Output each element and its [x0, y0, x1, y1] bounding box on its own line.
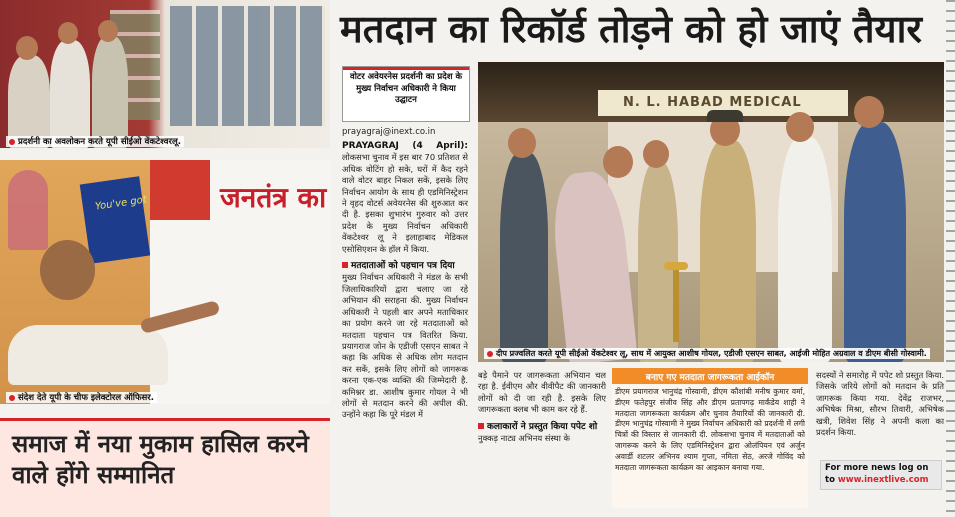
icon-box-text: डीएम प्रयागराज भानुचंद्र गोस्वामी, डीएम कौशांबी मनीष कुमार वर्मा, डीएम फतेहपुर संजीव सिंह और डीएम प्रतापगढ़ मार्कंडेय शाही ने मतदाता जागरूकता कार्यक्रम और चुनाव तैयारियों की जानकारी दी. डीएम भानुचंद्र गोस्वामी ने मुख्य निर्वाचन अधिकारी को प्रदर्शनी में लगी चित्रों की विस्तार से जानकारी दी. लोकसभा चुनाव में मतदाताओं को जागरूक करने के लिए एडमिनिस्ट्रेशन द्वारा ओलंपियन एवं अर्जुन अवार्डी शटलर अभिनव श्याम गुप्ता, नमिता सेठ, अरजे गोविंद को मतदाता जागरूकता कार्यक्रम का आइकान बनाया गया. — [615, 387, 805, 472]
col4-text: सदस्यों ने समारोह में पपेट शो प्रस्तुत किया. जिसके जरिये लोगों को मतदान के प्रति जागरूक किया गया. देवेंद्र राजभर, अभिषेक मिश्रा, सौरभ तिवारी, अभिषेक खत्री, शिवेश सिंह ने अपनी कला का प्रदर्शन किया. — [816, 370, 944, 438]
subhead-text: मतदाताओं को पहचान पत्र दिया — [351, 261, 455, 272]
subhead-id-cards — [342, 261, 468, 272]
lead-text: लोकसभा चुनाव में इस बार 70 प्रतिशत से अधिक वोटिंग हो सके, घरों में कैद रहने वाले वोटर बाहर निकल सकें, इसके लिए निर्वाचन आयोग के साथ ही एडमिनिस्ट्रेशन ने वृहद वोटर्स अवेयरनेस की शुरुआत कर दी है. इसका शुभारंभ गुरुवार को उत्तर प्रदेश के मुख्य निर्वाचन अधिकारी वेंकटेश्वर लू ने इलाहाबाद मेडिकल एसोसिएशन के हॉल में किया. — [342, 152, 468, 254]
more-news-prefix: to — [825, 475, 835, 485]
column-1 — [342, 140, 468, 510]
bullet-icon — [9, 395, 15, 401]
column-4 — [816, 370, 944, 456]
bullet-icon — [487, 351, 493, 357]
col1-text: मुख्य निर्वाचन अधिकारी ने मंडल के सभी जिलाधिकारियों द्वारा चलाए जा रहे अभियान की सराहना की. मुख्य निर्वाचन अधिकारी ने पहली बार अपने मताधिकार का प्रयोग करने जा रहे मतदाताओं को मतदाता पहचान पत्र वितरित किया. प्रयागराज जोन के एडीजी एसएन साबत ने कहा कि अधिक से अधिक लोग मतदान कर सकें, इसके लिए लोगों को जागरूक करना एक-एक व्यक्ति की जिम्मेदारी है. कमिश्नर डा. आशीष कुमार गोयल ने भी लोगों से मतदान करने की अपील की. उन्होंने कहा कि पूरे मंडल में — [342, 272, 468, 420]
column-2 — [478, 370, 606, 510]
banner-text-jantantra: जनतंत्र का — [220, 181, 327, 214]
more-news-box — [820, 460, 942, 490]
caption-text: संदेश देते यूपी के चीफ इलेक्टोरल ऑफिसर. — [18, 393, 154, 403]
caption-text: दीप प्रज्वलित करते यूपी सीईओ वेंकटेश्वर लू, साथ में आयुक्त आशीष गोयल, एडीजी एसएन साबत, आईजी मोहित अग्रवाल व डीएम बीसी गोस्वामी. — [496, 349, 927, 358]
more-news-link[interactable]: www.inextlive.com — [837, 475, 929, 485]
byline: prayagraj@inext.co.in — [342, 127, 436, 137]
caption-text: प्रदर्शनी का अवलोकन करते यूपी सीईओ वेंकटेश्वरलू. — [18, 137, 181, 147]
subhead-puppet-show — [478, 422, 606, 433]
subhead-text: कलाकारों ने प्रस्तुत किया पपेट शो — [487, 421, 598, 432]
deck-text: वोटर अवेयरनेस प्रदर्शनी का प्रदेश के मुख्य निर्वाचन अधिकारी ने किया उद्घाटन — [349, 72, 462, 105]
photo-lamp-lighting — [478, 62, 944, 362]
caption-exhibition — [6, 136, 184, 147]
icon-box-title: बनाए गए मतदाता जागरूकता आईकॉन — [645, 373, 775, 383]
photo-signing — [0, 160, 330, 404]
hall-sign-text: N. L. HABAD MEDICAL — [623, 95, 802, 110]
page-headline: मतदान का रिकॉर्ड तोड़ने को हो जाएं तैयार — [340, 7, 922, 51]
dateline: PRAYAGRAJ (4 April): — [342, 141, 468, 151]
square-bullet-icon — [478, 423, 484, 429]
bottom-headline: समाज में नया मुकाम हासिल करने वाले होंगे सम्मानित — [12, 430, 309, 489]
bottom-story-box — [0, 418, 330, 517]
board-text: You've got — [94, 194, 148, 213]
adjacent-column-strip — [946, 0, 955, 514]
bullet-icon — [9, 139, 15, 145]
photo-exhibition — [0, 0, 330, 148]
square-bullet-icon — [342, 262, 348, 268]
col2-text-b: नुक्कड़ नाट्य अभिनय संस्था के — [478, 433, 570, 444]
caption-main — [484, 348, 930, 359]
caption-signing — [6, 392, 157, 403]
col2-text: बड़े पैमाने पर जागरूकता अभियान चल रहा है. ईवीएम और वीवीपैट की जानकारी लोगों को दी जा रही है. इसके लिए जागरूकता क्लब भी काम कर रहे हैं. — [478, 370, 606, 415]
more-news-label: For more news log on — [825, 463, 929, 473]
icon-box — [612, 368, 808, 508]
deck-box — [342, 66, 470, 122]
